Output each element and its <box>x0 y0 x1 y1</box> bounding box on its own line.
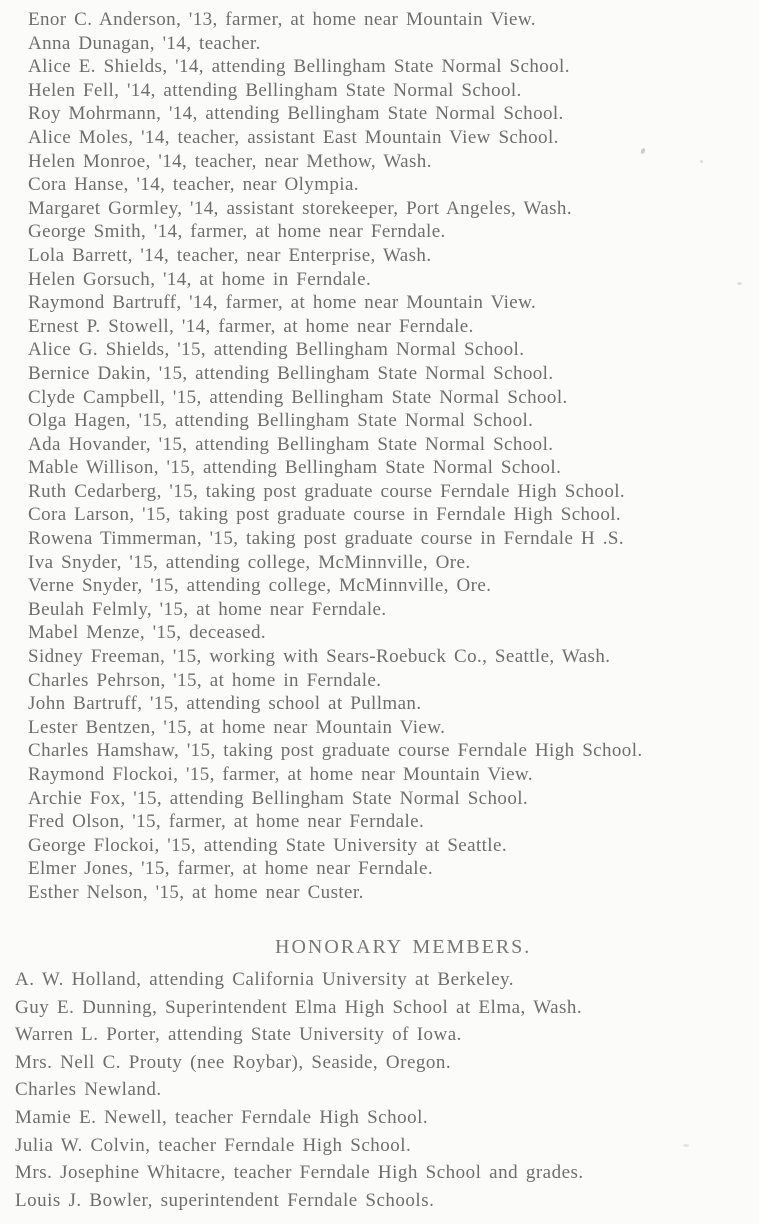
alumni-entry: Margaret Gormley, '14, assistant storekeeper, Port Angeles, Wash. <box>28 197 572 219</box>
honorary-entry: Guy E. Dunning, Superintendent Elma High School at Elma, Wash. <box>15 996 583 1018</box>
alumni-entry: Bernice Dakin, '15, attending Bellingham State Normal School. <box>28 362 554 384</box>
alumni-entry: Raymond Flockoi, '15, farmer, at home near Mountain View. <box>28 764 533 785</box>
alumni-entry: Fred Olson, '15, farmer, at home near Ferndale. <box>28 811 425 833</box>
alumni-entry: Lester Bentzen, '15, at home near Mountain View. <box>28 716 446 738</box>
honorary-entry: Louis J. Bowler, superintendent Ferndale Schools. <box>15 1189 435 1211</box>
honorary-entry: Warren L. Porter, attending State University of Iowa. <box>15 1024 462 1046</box>
honorary-entry: Charles Newland. <box>15 1079 162 1101</box>
alumni-entry: Cora Hanse, '14, teacher, near Olympia. <box>28 174 359 196</box>
alumni-entry: Roy Mohrmann, '14, attending Bellingham State Normal School. <box>28 103 564 125</box>
honorary-entry: Mrs. Josephine Whitacre, teacher Ferndale High School and grades. <box>15 1162 584 1184</box>
alumni-entry: George Smith, '14, farmer, at home near Ferndale. <box>28 221 446 243</box>
alumni-entry: Olga Hagen, '15, attending Bellingham State Normal School. <box>28 410 534 432</box>
alumni-entry: Enor C. Anderson, '13, farmer, at home near Mountain View. <box>28 9 536 30</box>
honorary-entry: Mamie E. Newell, teacher Ferndale High School. <box>15 1106 429 1128</box>
alumni-entry: Ernest P. Stowell, '14, farmer, at home near Ferndale. <box>28 315 474 337</box>
alumni-entry: George Flockoi, '15, attending State University at Seattle. <box>28 834 507 856</box>
alumni-entry: Cora Larson, '15, taking post graduate course in Ferndale High School. <box>28 504 622 526</box>
honorary-entry: Mrs. Nell C. Prouty (nee Roybar), Seaside, Oregon. <box>15 1051 452 1073</box>
alumni-entry: Alice E. Shields, '14, attending Bellingham State Normal School. <box>28 56 570 78</box>
alumni-entry: Rowena Timmerman, '15, taking post graduate course in Ferndale H .S. <box>28 528 624 550</box>
alumni-entry: Verne Snyder, '15, attending college, McMinnville, Ore. <box>28 575 492 597</box>
alumni-entry: Mabel Menze, '15, deceased. <box>28 622 267 644</box>
alumni-entry: Esther Nelson, '15, at home near Custer. <box>28 881 364 903</box>
alumni-entry: Iva Snyder, '15, attending college, McMinnville, Ore. <box>28 551 471 573</box>
honorary-entry: Julia W. Colvin, teacher Ferndale High School. <box>15 1134 412 1156</box>
honorary-members-heading: HONORARY MEMBERS. <box>275 936 532 958</box>
alumni-entry: Helen Monroe, '14, teacher, near Methow, Wash. <box>28 150 432 172</box>
scan-speck <box>683 1144 689 1147</box>
alumni-entry: Anna Dunagan, '14, teacher. <box>28 32 261 54</box>
alumni-entry: Beulah Felmly, '15, at home near Ferndale. <box>28 598 387 620</box>
alumni-entry: Archie Fox, '15, attending Bellingham State Normal School. <box>28 787 529 809</box>
alumni-entry: Clyde Campbell, '15, attending Bellingham State Normal School. <box>28 386 568 408</box>
alumni-entry: Elmer Jones, '15, farmer, at home near Ferndale. <box>28 858 433 880</box>
alumni-entry: Charles Hamshaw, '15, taking post graduate course Ferndale High School. <box>28 740 643 762</box>
alumni-entry: Lola Barrett, '14, teacher, near Enterprise, Wash. <box>28 244 432 266</box>
alumni-entry: Charles Pehrson, '15, at home in Ferndale. <box>28 669 382 691</box>
alumni-entry: Ruth Cedarberg, '15, taking post graduate course Ferndale High School. <box>28 480 626 502</box>
alumni-entry: Sidney Freeman, '15, working with Sears-Roebuck Co., Seattle, Wash. <box>28 646 611 668</box>
alumni-entry: Raymond Bartruff, '14, farmer, at home near Mountain View. <box>28 292 537 314</box>
alumni-entry: Alice Moles, '14, teacher, assistant East Mountain View School. <box>28 126 559 148</box>
scan-speck <box>700 160 703 163</box>
scan-speck <box>737 282 742 285</box>
alumni-entry: Ada Hovander, '15, attending Bellingham State Normal School. <box>28 433 554 455</box>
alumni-list <box>28 8 753 905</box>
alumni-entry: Helen Fell, '14, attending Bellingham State Normal School. <box>28 79 522 101</box>
honorary-list <box>15 966 753 1214</box>
alumni-entry: Alice G. Shields, '15, attending Bellingham Normal School. <box>28 339 525 361</box>
alumni-entry: John Bartruff, '15, attending school at Pullman. <box>28 693 422 715</box>
alumni-entry: Mable Willison, '15, attending Bellingham State Normal School. <box>28 457 562 479</box>
honorary-entry: A. W. Holland, attending California University at Berkeley. <box>15 969 515 990</box>
alumni-entry: Helen Gorsuch, '14, at home in Ferndale. <box>28 268 372 290</box>
